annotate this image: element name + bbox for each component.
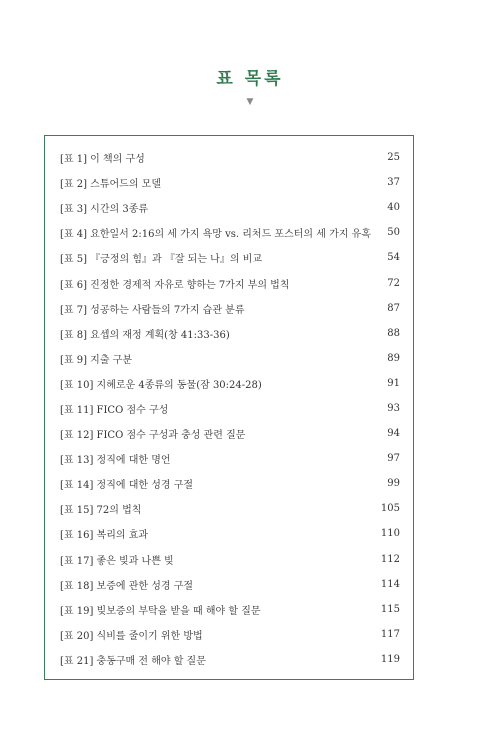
- toc-entry-page: 89: [387, 352, 400, 364]
- toc-entry[interactable]: [60, 446, 400, 471]
- table-list: [60, 145, 400, 672]
- toc-entry-page: 117: [380, 628, 400, 640]
- toc-entry-label: [표 21] 충동구매 전 해야 할 질문: [60, 655, 206, 667]
- toc-entry[interactable]: [60, 622, 400, 647]
- toc-entry[interactable]: [60, 346, 400, 371]
- toc-entry-page: 54: [387, 252, 400, 264]
- toc-entry[interactable]: [60, 471, 400, 496]
- toc-entry[interactable]: [60, 371, 400, 396]
- toc-entry-label: [표 20] 식비를 줄이기 위한 방법: [60, 630, 203, 642]
- toc-entry-label: [표 5] 『긍정의 힘』과 『잘 되는 나』의 비교: [60, 254, 262, 266]
- toc-entry[interactable]: [60, 547, 400, 572]
- toc-entry-label: [표 18] 보증에 관한 성경 구절: [60, 580, 194, 592]
- toc-entry-page: 112: [380, 553, 400, 565]
- toc-entry-label: [표 16] 복리의 효과: [60, 530, 149, 542]
- toc-entry-label: [표 13] 정직에 대한 명언: [60, 455, 171, 467]
- toc-entry-page: 115: [380, 603, 400, 615]
- toc-entry-label: [표 9] 지출 구분: [60, 354, 133, 366]
- toc-entry[interactable]: [60, 296, 400, 321]
- toc-entry[interactable]: [60, 647, 400, 672]
- toc-entry-label: [표 12] FICO 점수 구성과 충성 관련 질문: [60, 430, 246, 442]
- toc-entry-page: 94: [387, 428, 400, 440]
- toc-entry[interactable]: [60, 195, 400, 220]
- toc-entry-label: [표 11] FICO 점수 구성: [60, 404, 169, 416]
- toc-entry-page: 105: [380, 503, 400, 515]
- toc-entry-page: 37: [387, 177, 400, 189]
- toc-entry-label: [표 6] 진정한 경제적 자유로 향하는 7가지 부의 법칙: [60, 279, 290, 291]
- triangle-down-icon: ▼: [246, 97, 254, 107]
- toc-entry-page: 88: [387, 327, 400, 339]
- toc-entry[interactable]: [60, 521, 400, 546]
- toc-entry-page: 87: [387, 302, 400, 314]
- toc-entry[interactable]: [60, 220, 400, 245]
- toc-entry[interactable]: [60, 421, 400, 446]
- toc-entry[interactable]: [60, 170, 400, 195]
- toc-entry-label: [표 8] 요셉의 재정 계획(창 41:33-36): [60, 329, 230, 341]
- toc-entry-page: 97: [387, 453, 400, 465]
- toc-entry-page: 50: [387, 227, 400, 239]
- toc-entry[interactable]: [60, 145, 400, 170]
- toc-entry-label: [표 4] 요한일서 2:16의 세 가지 욕망 vs. 리처드 포스터의 세 가지 유혹: [60, 229, 371, 241]
- toc-entry-page: 25: [387, 152, 400, 164]
- toc-entry[interactable]: [60, 496, 400, 521]
- toc-entry-label: [표 19] 빚보증의 부탁을 받을 때 해야 할 질문: [60, 605, 261, 617]
- toc-entry-label: [표 17] 좋은 빚과 나쁜 빚: [60, 555, 174, 567]
- toc-entry[interactable]: [60, 321, 400, 346]
- toc-entry-page: 40: [387, 202, 400, 214]
- toc-entry[interactable]: [60, 245, 400, 270]
- toc-entry[interactable]: [60, 270, 400, 295]
- toc-entry-label: [표 7] 성공하는 사람들의 7가지 습관 분류: [60, 304, 245, 316]
- toc-entry[interactable]: [60, 572, 400, 597]
- toc-entry-page: 91: [387, 377, 400, 389]
- toc-entry-label: [표 15] 72의 법칙: [60, 505, 142, 517]
- toc-entry-page: 99: [387, 478, 400, 490]
- toc-entry-page: 114: [380, 578, 400, 590]
- page-title: 표 목록: [216, 69, 284, 89]
- toc-entry-page: 72: [387, 277, 400, 289]
- toc-entry-label: [표 2] 스튜어드의 모델: [60, 179, 161, 191]
- toc-entry-page: 110: [380, 528, 400, 540]
- toc-entry[interactable]: [60, 597, 400, 622]
- toc-entry-label: [표 10] 지혜로운 4종류의 동물(잠 30:24-28): [60, 379, 262, 391]
- table-list-box: [44, 135, 414, 680]
- toc-entry-page: 119: [380, 653, 400, 665]
- toc-entry-label: [표 3] 시간의 3종류: [60, 204, 149, 216]
- toc-entry-page: 93: [387, 402, 400, 414]
- toc-entry-label: [표 14] 정직에 대한 성경 구절: [60, 480, 194, 492]
- toc-entry-label: [표 1] 이 책의 구성: [60, 154, 145, 166]
- toc-entry[interactable]: [60, 396, 400, 421]
